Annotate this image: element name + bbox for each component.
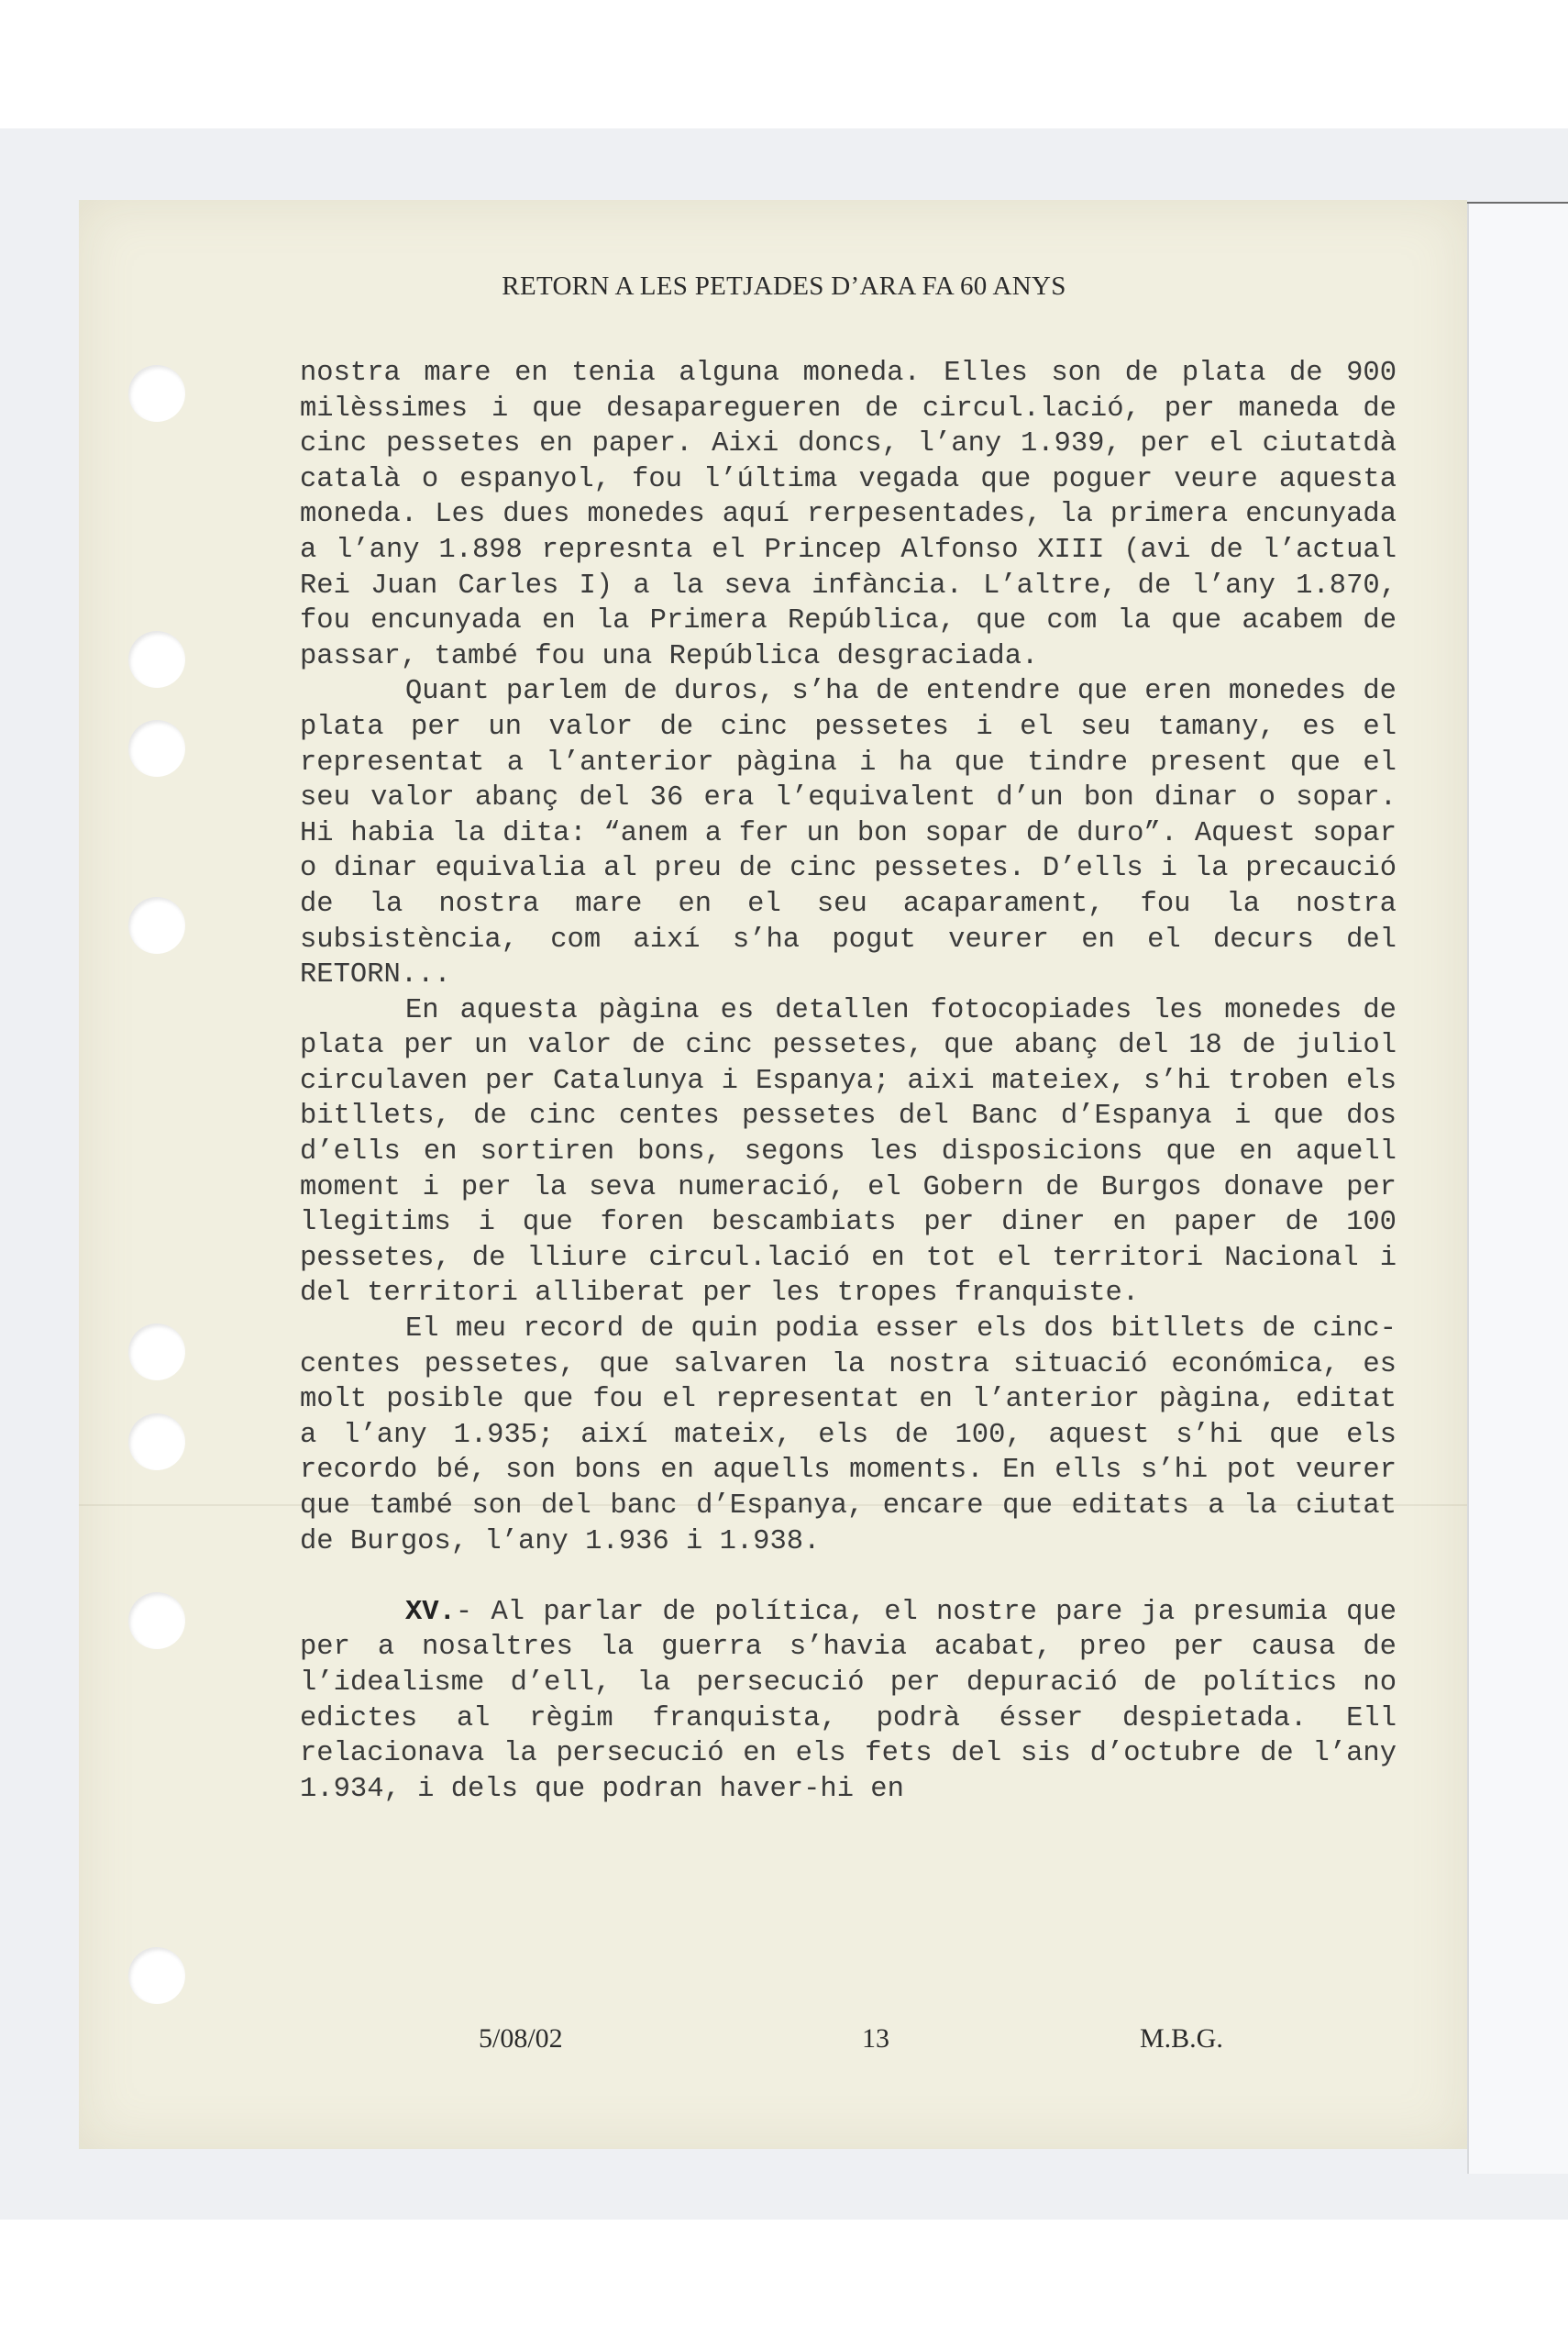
binder-hole [128,1324,185,1380]
section-text: - Al parlar de política, el nostre pare ja presumia que per a nosaltres la guerra s’havia acabat, preo per causa de l’idealisme d’ell, la persecució per depuració de polítics no edictes al règim franquista, podrà ésser despietada. Ell relacionava la persecució en els fets del sis d’octubre de l’any 1.934, i dels que podran haver-hi en [300,1596,1397,1805]
body-paragraph: Quant parlem de duros, s’ha de entendre que eren monedes de plata per un valor de cinc pessetes i el seu tamany, es el representat a l’anterior pàgina i ha que tindre present que el seu valor abanç del 36 era l’equivalent d’un bon dinar o sopar. Hi habia la dita: “anem a fer un bon sopar de duro”. Aquest sopar o dinar equivalia al preu de cinc pessetes. D’ells i la precaució de la nostra mare en el seu acaparament, fou la nostra subsistència, com així s’ha pogut veurer en el decurs del RETORN... [300,676,1397,991]
section-paragraph [300,1595,1397,1808]
binder-hole [128,1413,185,1470]
body-paragraph: En aquesta pàgina es detallen fotocopiades les monedes de plata per un valor de cinc pessetes, que abanç del 18 de juliol circulaven per Catalunya i Espanya; aixi mateiex, s’hi troben els bitllets, de cinc centes pessetes del Banc d’Espanya i que dos d’ells en sortiren bons, segons les disposicions que en aquell moment i per la seva numeració, el Gobern de Burgos donave per llegitims i que foren bescambiats per diner en paper de 100 pessetes, de lliure circul.lació en tot el territori Nacional i del territori alliberat per les tropes franquiste. [300,994,1397,1310]
body-paragraph: El meu record de quin podia esser els dos bitllets de cinc-centes pessetes, que salvaren la nostra situació económica, es molt posible que fou el representat en l’anterior pàgina, editat a l’any 1.935; així mateix, els de 100, aquest s’hi que els recordo bé, son bons en aquells moments. En ells s’hi pot veurer que també son del banc d’Espanya, encare que editats a la ciutat de Burgos, l’any 1.936 i 1.938. [300,1313,1397,1557]
document-body [300,356,1397,1807]
section-number: XV. [405,1596,456,1628]
adjacent-page-edge [1467,202,1568,2174]
footer-page-number: 13 [862,2023,889,2054]
binder-hole [128,631,185,688]
body-paragraph: nostra mare en tenia alguna moneda. Elles son de plata de 900 milèssimes i que desaparegueren de circul.lació, per maneda de cinc pessetes en paper. Aixi doncs, l’any 1.939, per el ciutatdà català o espanyol, fou l’última vegada que poguer veure aquesta moneda. Les dues monedes aquí rerpesentades, la primera encunyada a l’any 1.898 represnta el Princep Alfonso XIII (avi de l’actual Rei Juan Carles I) a la seva infància. L’altre, de l’any 1.870, fou encunyada en la Primera República, que com la que acabem de passar, també fou una República desgraciada. [300,358,1397,672]
binder-hole [128,897,185,954]
adjacent-page-edge-line [1467,202,1568,204]
footer-initials: M.B.G. [1140,2023,1223,2054]
binder-hole [128,1947,185,2004]
binder-hole [128,1592,185,1649]
page-header-title: RETORN A LES PETJADES D’ARA FA 60 ANYS [502,271,1066,301]
binder-hole [128,720,185,777]
footer-date: 5/08/02 [479,2023,563,2054]
binder-hole [128,365,185,422]
